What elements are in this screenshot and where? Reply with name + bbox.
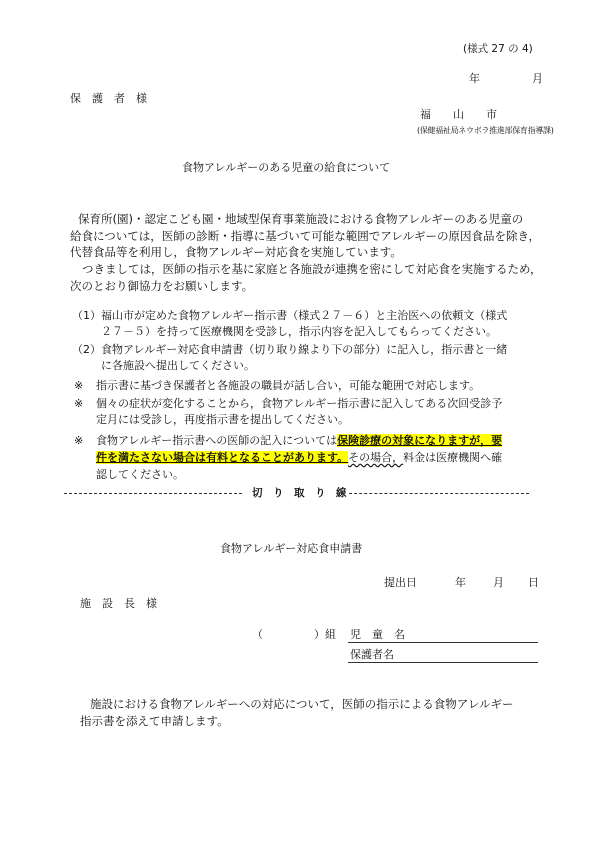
header-year-label: 年: [469, 72, 480, 85]
item-mark: （2）: [72, 343, 101, 356]
note-3-text: 食物アレルギー指示書への医師の記入については: [96, 434, 338, 447]
child-name-line[interactable]: [348, 642, 538, 643]
note-mark-3: ※: [74, 434, 84, 447]
addressee-director: 施 設 長 様: [80, 597, 157, 610]
body-line: 施設における食物アレルギーへの対応について，医師の指示による食物アレルギー: [90, 697, 514, 711]
cut-line-label: 切 り 取 り 線: [252, 487, 347, 499]
note-mark-1: ※: [74, 379, 84, 392]
header-month-label: 月: [532, 72, 543, 85]
issuer-department: (保健福祉局ネウボラ推進部保育指導課): [417, 126, 554, 135]
paragraph-line: つきましては，医師の指示を基に家庭と各施設が連携を密にして対応食を実施するため，: [82, 262, 542, 276]
item-2: [72, 342, 507, 358]
item-line: 食物アレルギー対応食申請書（切り取り線より下の部分）に記入し，指示書と一緒: [101, 343, 508, 356]
addressee-guardian: 保 護 者 様: [70, 92, 147, 105]
body-line: 指示書を添えて申請します。: [80, 713, 229, 728]
application-title: 食物アレルギー対応食申請書: [220, 542, 363, 555]
application-body: [80, 696, 514, 729]
note-1: 指示書に基づき保護者と各施設の職員が話し合い，可能な範囲で対応します。: [96, 379, 481, 392]
note-2: 個々の症状が変化することから，食物アレルギー指示書に記入してある次回受診予: [96, 397, 503, 410]
item-mark: （1）: [72, 309, 101, 322]
paragraph-line: 代替食品等を利用し，食物アレルギー対応食を実施しています。: [70, 245, 402, 259]
item-line: 福山市が定めた食物アレルギー指示書（様式２７－６）と主治医への依頼文（様式: [101, 309, 508, 322]
wavy-underline-text: その場合，: [348, 451, 404, 464]
note-2-continued: 定月には受診し，再度指示書を提出してください。: [96, 413, 349, 426]
paragraph-line: 次のとおり御協力をお願いします。: [70, 278, 254, 293]
date-label: 提出日: [384, 576, 417, 589]
guardian-name-line[interactable]: [348, 662, 538, 663]
item-1: [72, 308, 507, 324]
note-3-text: 料金は医療機関へ確: [403, 451, 503, 464]
issuer-city: 福 山 市: [420, 108, 497, 121]
note-mark-2: ※: [74, 397, 84, 410]
child-name-label: 児 童 名: [350, 628, 405, 641]
notice-paragraph-2: [70, 261, 542, 294]
class-close: ）組: [314, 628, 336, 641]
note-3-line-3: 認してください。: [96, 468, 184, 481]
date-year-label: 年: [455, 576, 466, 589]
highlight-insurance: 保険診療の対象になりますが，要: [337, 434, 503, 447]
item-2-continued: に各施設へ提出してください。: [101, 359, 255, 372]
note-3-line-2: [96, 450, 502, 466]
notice-title: 食物アレルギーのある児童の給食について: [182, 161, 391, 174]
cut-line-left: [64, 493, 242, 494]
class-open: （: [252, 628, 263, 641]
paragraph-line: 保育所(園)・認定こども園・地域型保育事業施設における食物アレルギーのある児童の: [78, 212, 524, 226]
guardian-name-label: 保護者名: [350, 648, 394, 661]
date-day-label: 日: [528, 576, 539, 589]
paragraph-line: 給食については，医師の診断・指導に基づいて可能な範囲でアレルギーの原因食品を除き，: [70, 228, 541, 243]
note-3: [96, 433, 502, 449]
highlight-fee: 件を満たさない場合は有料となることがあります。: [96, 451, 349, 464]
item-1-continued: ２７－５）を持って医療機関を受診し，指示内容を記入してもらってください。: [101, 325, 497, 338]
date-month-label: 月: [493, 576, 504, 589]
form-number: (様式 27 の 4): [463, 43, 533, 55]
cut-line-right: [349, 493, 529, 494]
notice-paragraph-1: [70, 211, 540, 261]
